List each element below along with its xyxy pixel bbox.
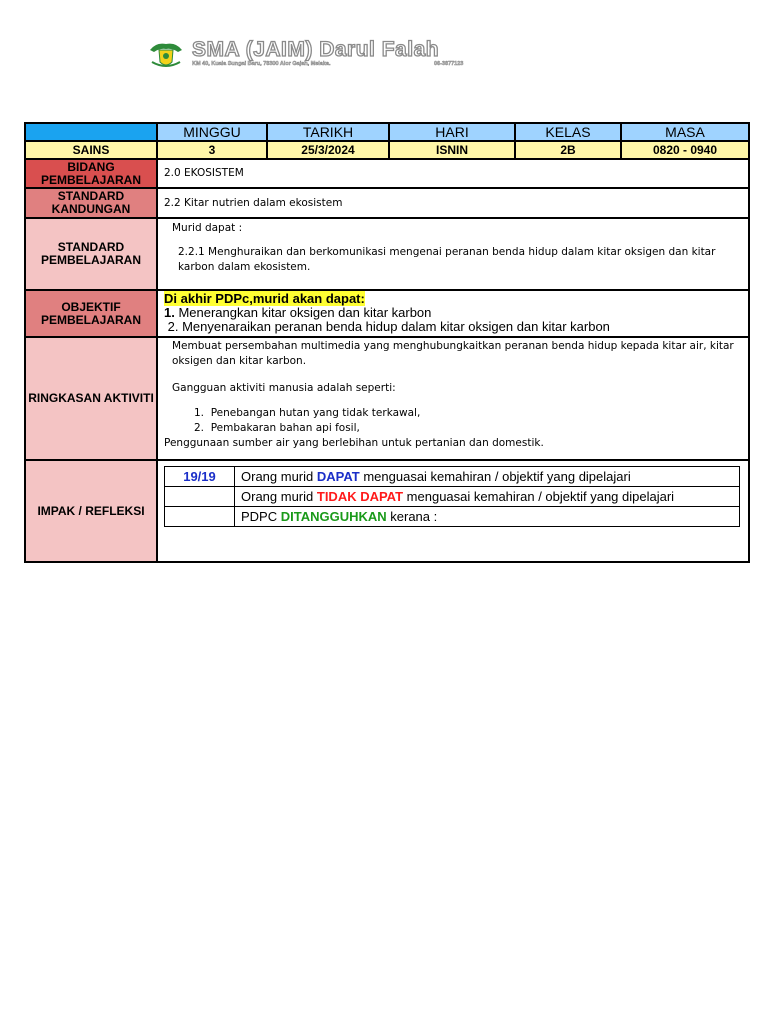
bidang-row <box>25 159 749 188</box>
header-minggu: MINGGU <box>157 123 267 141</box>
table-row <box>165 507 740 527</box>
impak-row <box>25 460 749 562</box>
standard-kandungan-label: STANDARD KANDUNGAN <box>25 188 157 218</box>
empty-count-cell <box>165 487 235 507</box>
objektif-content <box>157 290 749 337</box>
ringkasan-label: RINGKASAN AKTIVITI <box>25 337 157 460</box>
header-hari: HARI <box>389 123 515 141</box>
objektif-row <box>25 290 749 337</box>
objektif-item: 1. Menerangkan kitar oksigen dan kitar karbon <box>164 305 432 320</box>
sp-intro: Murid dapat : <box>172 222 243 234</box>
info-row <box>25 141 749 159</box>
impak-dapat: Orang murid DAPAT menguasai kemahiran / objektif yang dipelajari <box>235 467 740 487</box>
table-row <box>165 467 740 487</box>
bidang-value: 2.0 EKOSISTEM <box>157 159 749 188</box>
class-cell: 2B <box>515 141 621 159</box>
impak-ditangguhkan: PDPC DITANGGUHKAN kerana : <box>235 507 740 527</box>
header-corner <box>25 123 157 141</box>
ringkasan-content <box>157 337 749 460</box>
objektif-item: 2. Menyenaraikan peranan benda hidup dalam kitar oksigen dan kitar karbon <box>164 319 610 334</box>
school-header <box>148 38 508 72</box>
time-cell: 0820 - 0940 <box>621 141 749 159</box>
standard-pembelajaran-label: STANDARD PEMBELAJARAN <box>25 218 157 290</box>
lesson-plan-table <box>24 122 750 563</box>
ringkasan-para2: Gangguan aktiviti manusia adalah seperti: <box>172 382 396 394</box>
header-kelas: KELAS <box>515 123 621 141</box>
sp-item: 2.2.1 Menghuraikan dan berkomunikasi mengenai peranan benda hidup dalam kitar oksigen dan kitar karbon dalam ekosistem. <box>178 246 716 273</box>
school-address: KM 40, Kuala Sungai Baru, 78300 Alor Gajah, Melaka. <box>192 61 331 67</box>
standard-pembelajaran-content <box>157 218 749 290</box>
date-cell: 25/3/2024 <box>267 141 389 159</box>
standard-kandungan-row <box>25 188 749 218</box>
header-masa: MASA <box>621 123 749 141</box>
ringkasan-para3: Penggunaan sumber air yang berlebihan untuk pertanian dan domestik. <box>164 437 544 449</box>
header-row <box>25 123 749 141</box>
standard-pembelajaran-row <box>25 218 749 290</box>
week-cell: 3 <box>157 141 267 159</box>
day-cell: ISNIN <box>389 141 515 159</box>
ringkasan-row <box>25 337 749 460</box>
empty-count-cell <box>165 507 235 527</box>
table-row <box>165 487 740 507</box>
impak-label: IMPAK / REFLEKSI <box>25 460 157 562</box>
impak-content <box>157 460 749 562</box>
bidang-label: BIDANG PEMBELAJARAN <box>25 159 157 188</box>
objektif-heading: Di akhir PDPc,murid akan dapat: <box>164 291 365 306</box>
school-name: SMA (JAIM) Darul Falah <box>192 38 440 61</box>
objektif-label: OBJEKTIF PEMBELAJARAN <box>25 290 157 337</box>
impak-table <box>164 466 740 527</box>
list-item: 1. Penebangan hutan yang tidak terkawal, <box>194 407 421 419</box>
student-count: 19/19 <box>165 467 235 487</box>
school-phone: 06-3877123 <box>434 61 464 67</box>
list-item: 2. Pembakaran bahan api fosil, <box>194 422 360 434</box>
ringkasan-para1: Membuat persembahan multimedia yang menghubungkaitkan peranan benda hidup kepada kitar air, kitar oksigen dan kitar karbon. <box>172 340 734 367</box>
impak-tidak-dapat: Orang murid TIDAK DAPAT menguasai kemahiran / objektif yang dipelajari <box>235 487 740 507</box>
header-tarikh: TARIKH <box>267 123 389 141</box>
standard-kandungan-value: 2.2 Kitar nutrien dalam ekosistem <box>157 188 749 218</box>
school-crest-icon <box>148 40 184 70</box>
subject-cell: SAINS <box>25 141 157 159</box>
